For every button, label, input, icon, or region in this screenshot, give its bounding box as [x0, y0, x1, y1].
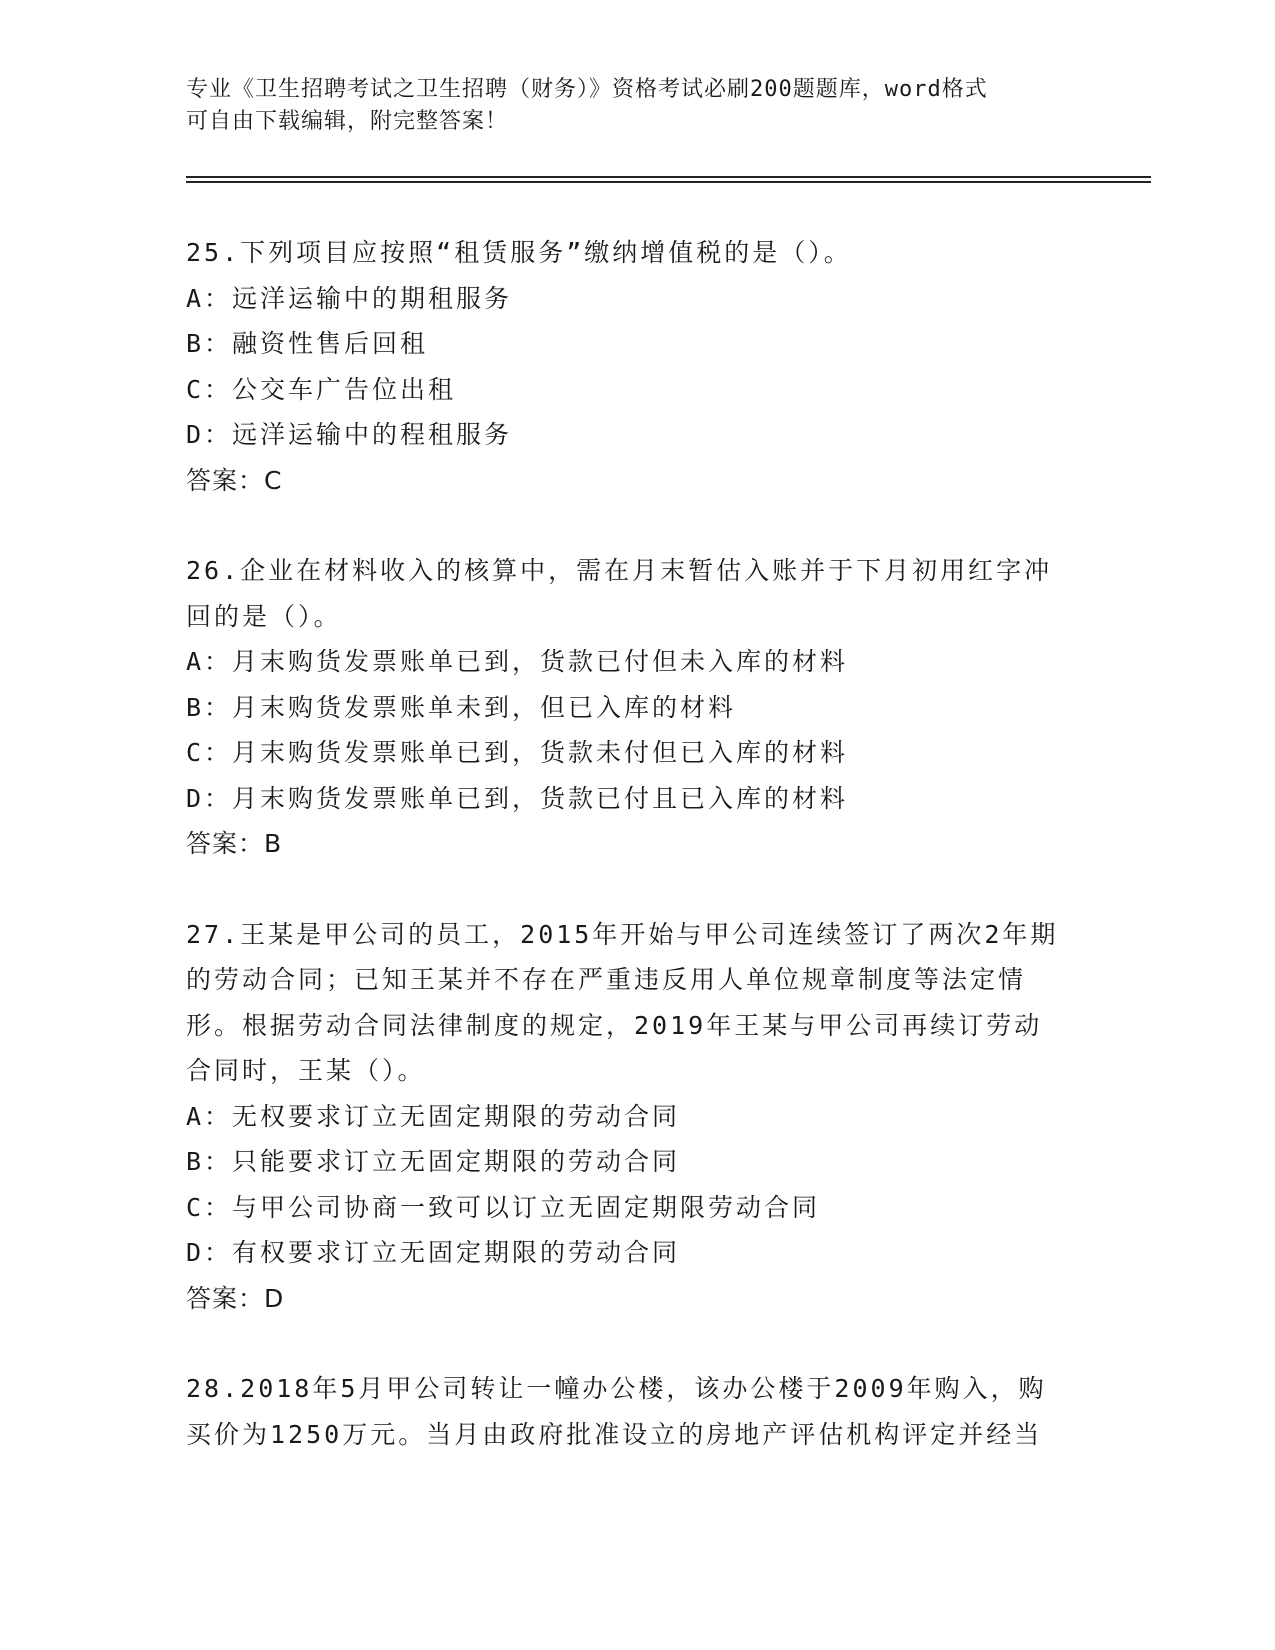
document-header [186, 74, 1076, 138]
option-c: C：月末购货发票账单已到，货款未付但已入库的材料 [186, 738, 849, 767]
question-28 [186, 1366, 1126, 1457]
option-d: D：月末购货发票账单已到，货款已付且已入库的材料 [186, 783, 849, 813]
option-a: A：无权要求订立无固定期限的劳动合同 [186, 1101, 681, 1131]
question-26 [186, 548, 1126, 867]
header-line: 专业《卫生招聘考试之卫生招聘（财务）》资格考试必刷200题题库，word格式 [186, 77, 988, 102]
option-c: C：与甲公司协商一致可以订立无固定期限劳动合同 [186, 1192, 821, 1222]
question-27 [186, 912, 1126, 1322]
answer-label: 答案：B [186, 829, 283, 858]
question-stem: 回的是（）。 [186, 601, 342, 631]
option-b: B：月末购货发票账单未到，但已入库的材料 [186, 692, 737, 722]
option-b: B：只能要求订立无固定期限的劳动合同 [186, 1147, 681, 1176]
question-list [186, 230, 1126, 1502]
question-stem: 合同时，王某（）。 [186, 1056, 426, 1085]
question-stem: 26.企业在材料收入的核算中，需在月末暂估入账并于下月初用红字冲 [186, 556, 1053, 585]
question-25 [186, 230, 1126, 503]
header-line: 可自由下载编辑，附完整答案！ [186, 109, 509, 134]
header-divider-bottom [186, 181, 1151, 183]
answer-label: 答案：D [186, 1283, 285, 1313]
option-a: A：远洋运输中的期租服务 [186, 283, 513, 313]
question-stem: 25.下列项目应按照“租赁服务”缴纳增值税的是（）。 [186, 238, 852, 267]
option-d: D：有权要求订立无固定期限的劳动合同 [186, 1238, 681, 1267]
question-stem: 27.王某是甲公司的员工，2015年开始与甲公司连续签订了两次2年期 [186, 919, 1059, 949]
answer-label: 答案：C [186, 465, 283, 495]
question-stem: 买价为1250万元。当月由政府批准设立的房地产评估机构评定并经当 [186, 1419, 1043, 1449]
question-stem: 28.2018年5月甲公司转让一幢办公楼，该办公楼于2009年购入，购 [186, 1374, 1047, 1403]
option-b: B：融资性售后回租 [186, 329, 429, 358]
option-a: A：月末购货发票账单已到，货款已付但未入库的材料 [186, 647, 849, 676]
header-divider-top [186, 176, 1151, 178]
option-c: C：公交车广告位出租 [186, 374, 457, 404]
question-stem: 形。根据劳动合同法律制度的规定，2019年王某与甲公司再续订劳动 [186, 1010, 1043, 1040]
question-stem: 的劳动合同；已知王某并不存在严重违反用人单位规章制度等法定情 [186, 965, 1027, 994]
option-d: D：远洋运输中的程租服务 [186, 420, 513, 449]
